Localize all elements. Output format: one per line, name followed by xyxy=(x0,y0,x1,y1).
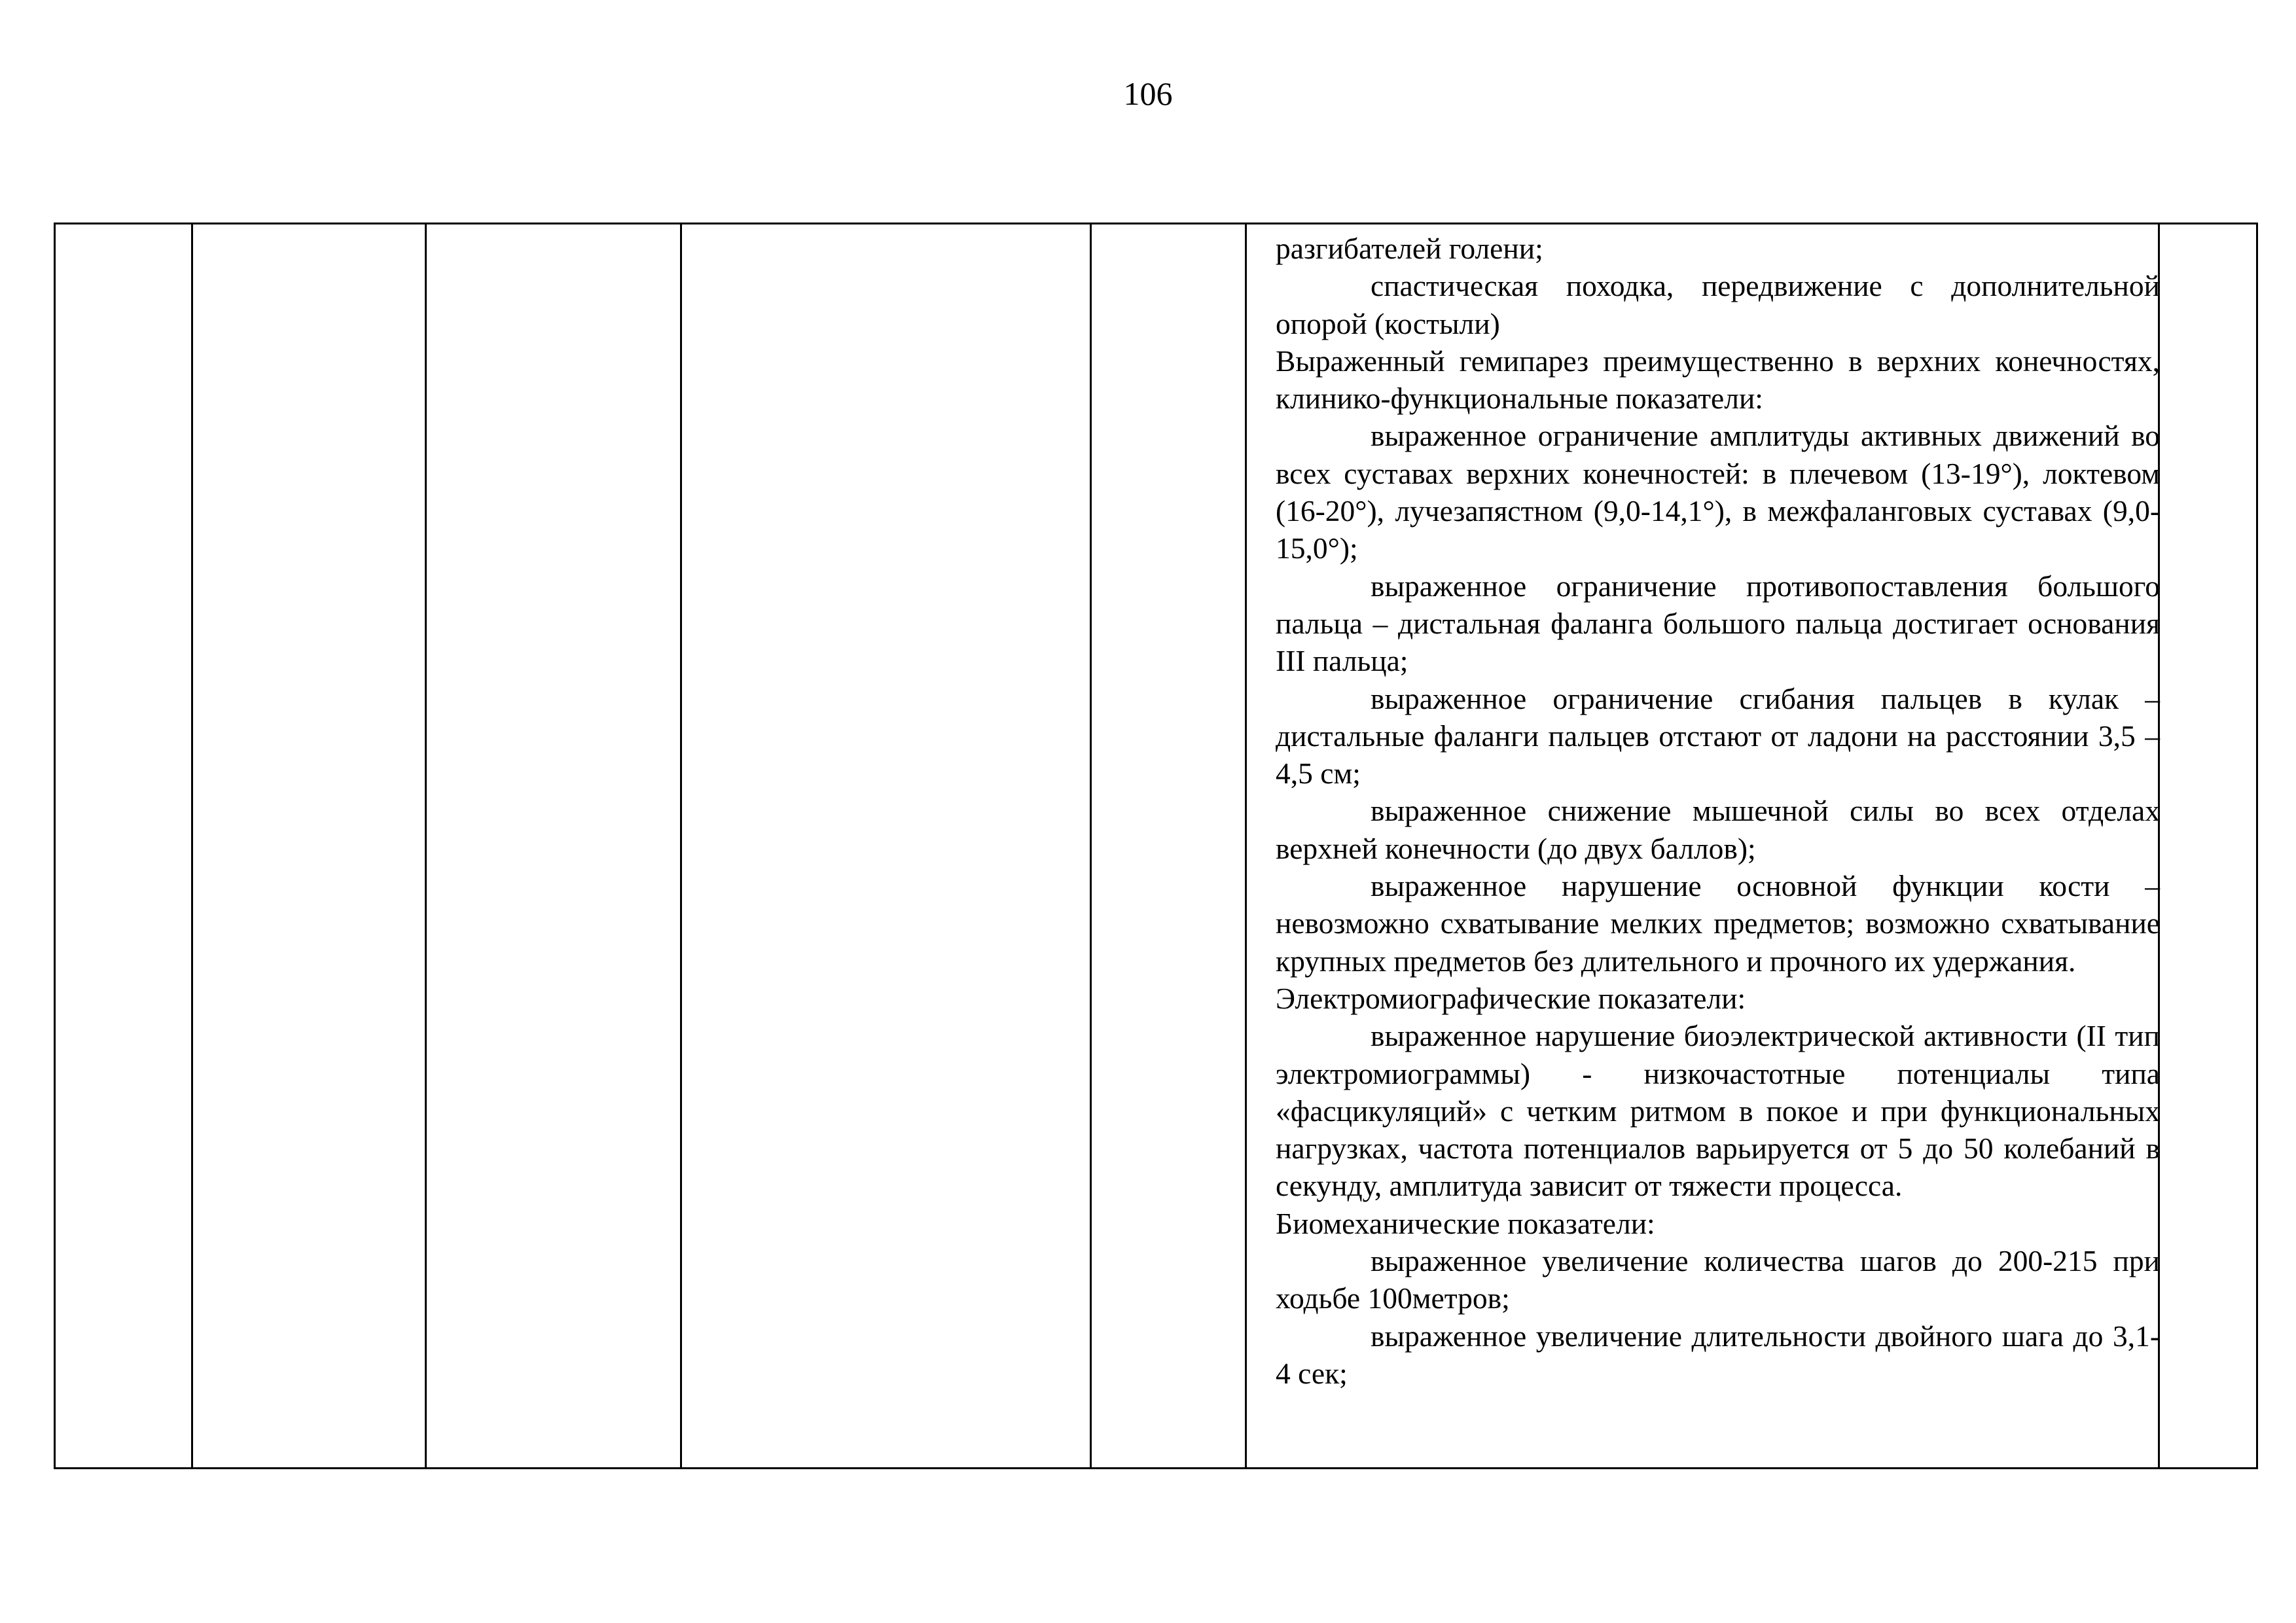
cell-paragraph: выраженное ограничение противопоставления большого пальца – дистальная фаланга большого пальца достигает основания III пальца; xyxy=(1276,569,2160,678)
column-divider xyxy=(1245,224,1247,1467)
cell-paragraph: выраженное увеличение количества шагов до 200-215 при ходьбе 100метров; xyxy=(1276,1244,2160,1315)
cell-paragraph: выраженное увеличение длительности двойного шага до 3,1-4 сек; xyxy=(1276,1319,2160,1390)
column-divider xyxy=(191,224,193,1467)
cell-paragraph: выраженное ограничение сгибания пальцев в кулак – дистальные фаланги пальцев отстают от ладони на расстоянии 3,5 – 4,5 см; xyxy=(1276,681,2160,791)
cell-paragraph: выраженное нарушение основной функции кости – невозможно схватывание мелких предметов; возможно схватывание крупных предметов без длительного и прочного их удержания. xyxy=(1276,869,2160,978)
column-divider xyxy=(425,224,427,1467)
cell-paragraph: выраженное снижение мышечной силы во всех отделах верхней конечности (до двух баллов); xyxy=(1276,794,2160,865)
column-divider xyxy=(1090,224,1092,1467)
cell-heading: Электромиографические показатели: xyxy=(1276,981,1746,1015)
cell-paragraph: разгибателей голени; xyxy=(1276,232,1543,265)
criteria-text-cell xyxy=(1261,224,2174,1392)
cell-paragraph: выраженное ограничение амплитуды активных движений во всех суставах верхних конечностей: в плечевом (13-19°), локтевом (16-20°), лучезапястном (9,0-14,1°), в межфаланговых суставах (9,0-15,0°); xyxy=(1276,419,2160,565)
cell-heading: Биомеханические показатели: xyxy=(1276,1206,1655,1240)
column-divider xyxy=(680,224,682,1467)
cell-heading: Выраженный гемипарез преимущественно в верхних конечностях, клинико-функциональные показатели: xyxy=(1276,344,2160,416)
page-number: 106 xyxy=(1123,75,1173,112)
cell-paragraph: выраженное нарушение биоэлектрической активности (II тип электромиограммы) - низкочастотные потенциалы типа «фасцикуляций» с четким ритмом в покое и при функциональных нагрузках, частота потенциалов варьируется от 5 до 50 колебаний в секунду, амплитуда зависит от тяжести процесса. xyxy=(1276,1019,2160,1203)
continuation-table xyxy=(54,223,2258,1469)
cell-paragraph: спастическая походка, передвижение с дополнительной опорой (костыли) xyxy=(1276,269,2160,340)
